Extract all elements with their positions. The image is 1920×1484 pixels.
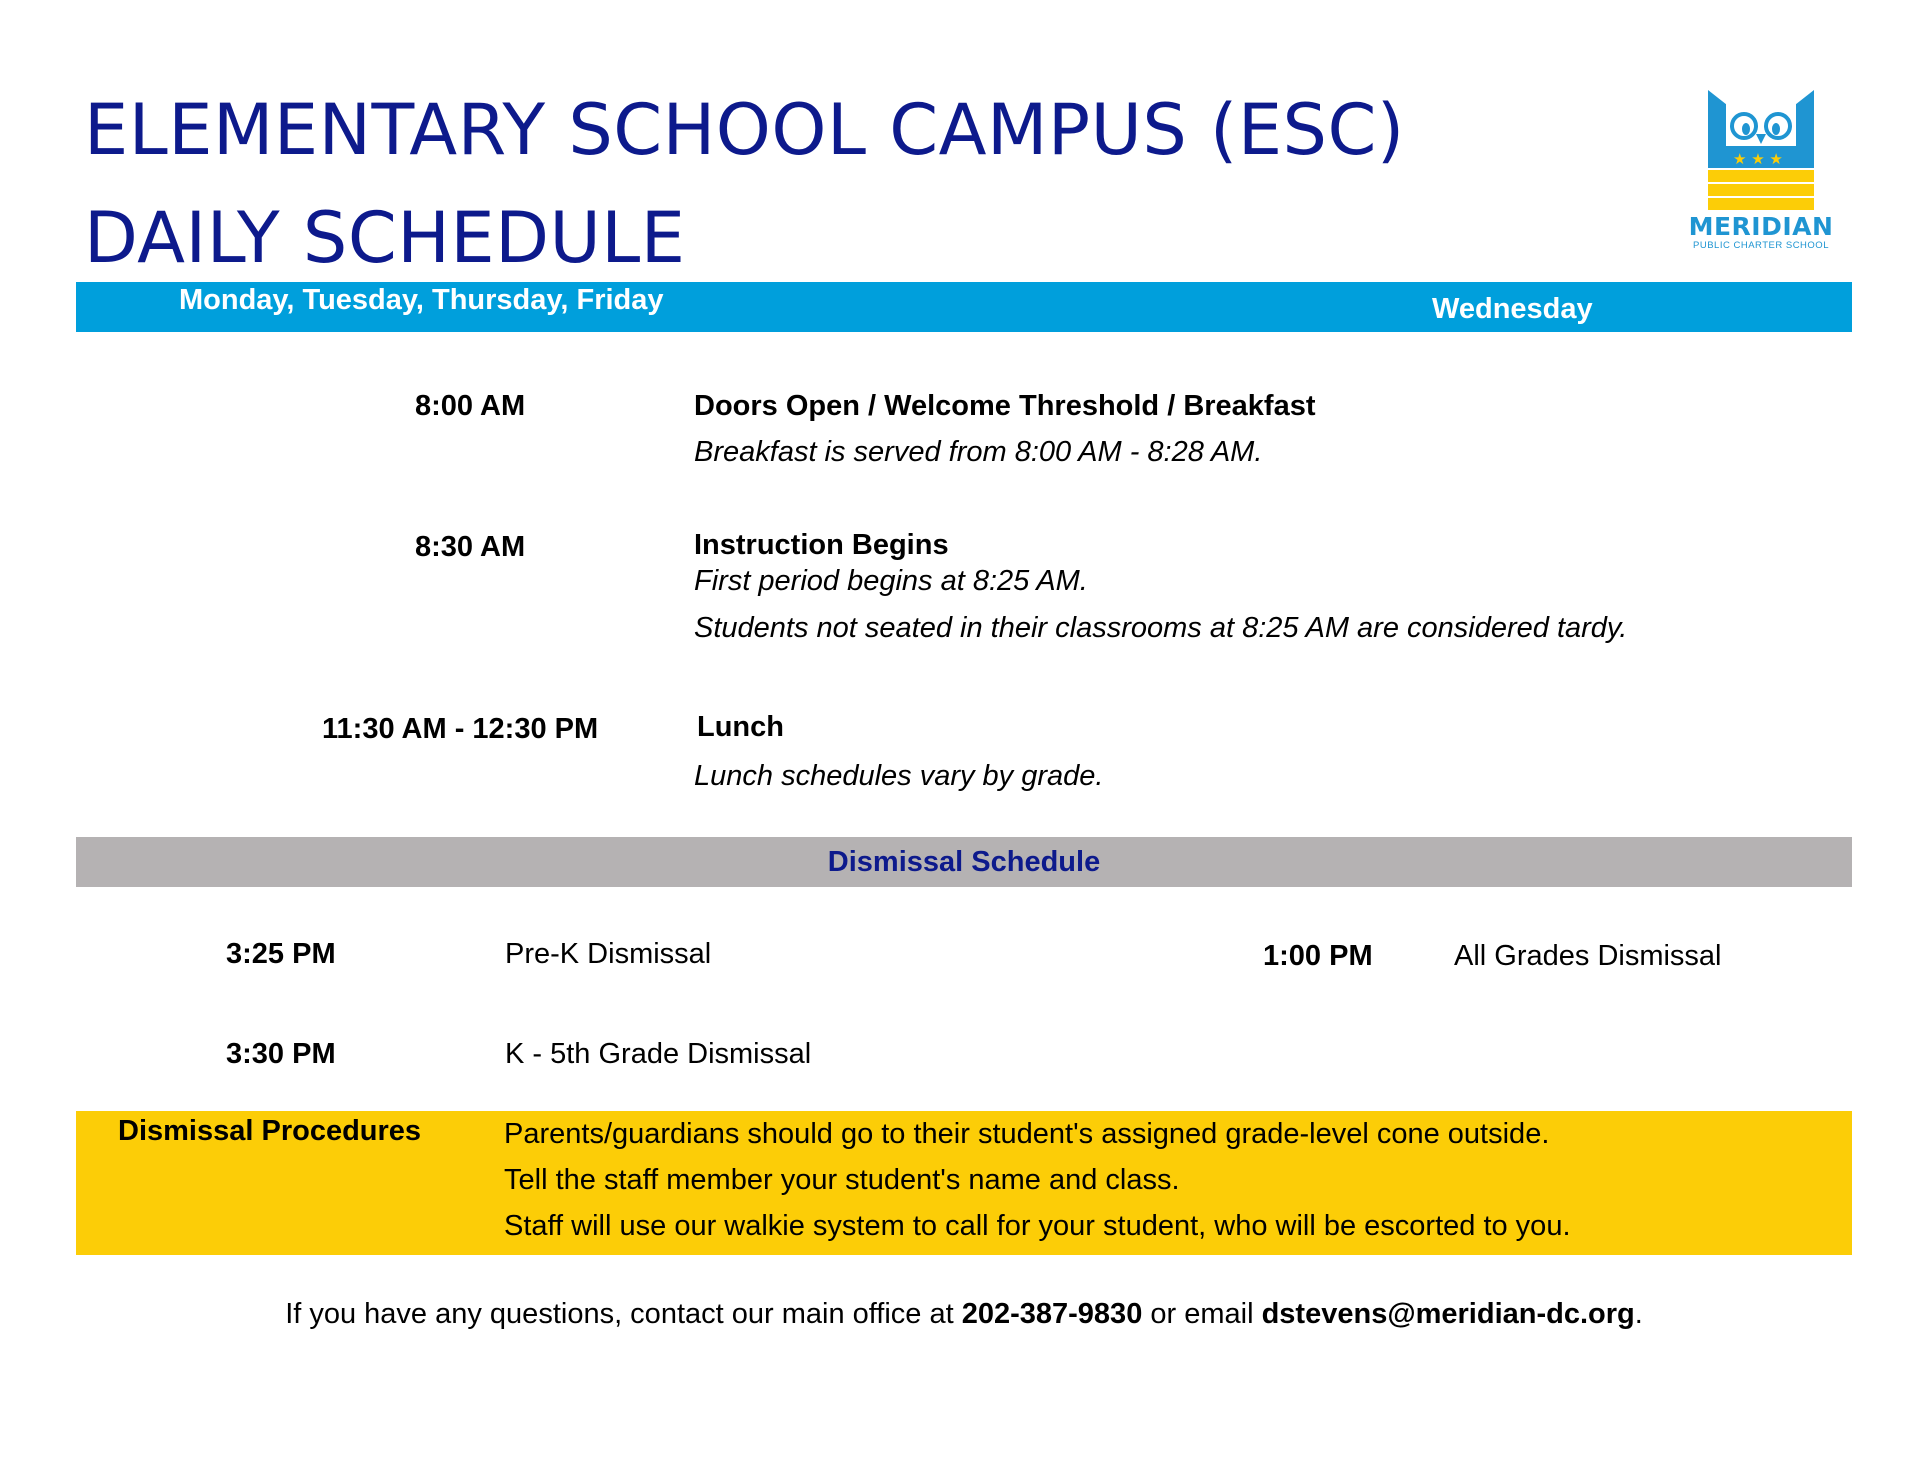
day-header-regular: Monday, Tuesday, Thursday, Friday (179, 284, 664, 316)
dismissal-label-wednesday: All Grades Dismissal (1454, 940, 1722, 972)
footer-text: . (1634, 1298, 1643, 1330)
schedule-time: 11:30 AM - 12:30 PM (322, 713, 599, 745)
title-line-1: ELEMENTARY SCHOOL CAMPUS (ESC) (84, 89, 1405, 171)
dismissal-procedures-box (76, 1111, 1852, 1255)
title-line-2: DAILY SCHEDULE (84, 197, 686, 279)
day-header-wednesday: Wednesday (1432, 293, 1593, 325)
dismissal-heading: Dismissal Schedule (827, 846, 1101, 878)
page-title (84, 76, 1405, 292)
dismissal-time: 3:25 PM (226, 938, 336, 970)
dismissal-label: Pre-K Dismissal (505, 938, 712, 970)
dismissal-label: K - 5th Grade Dismissal (505, 1038, 812, 1070)
footer-text: or email (1142, 1298, 1262, 1330)
meridian-logo (1688, 90, 1834, 251)
procedure-line: Staff will use our walkie system to call for your student, who will be escorted to you. (504, 1210, 1571, 1242)
schedule-notes (694, 558, 1627, 652)
logo-name: MERIDIAN (1688, 212, 1834, 241)
schedule-title: Lunch (697, 711, 784, 743)
schedule-title: Doors Open / Welcome Threshold / Breakfast (694, 390, 1316, 422)
dismissal-time-wednesday: 1:00 PM (1263, 940, 1373, 972)
day-header-bar (76, 282, 1852, 332)
schedule-notes (694, 753, 1103, 800)
footer-text: If you have any questions, contact our main office at (285, 1298, 962, 1330)
owl-icon (1700, 90, 1822, 214)
dismissal-header-bar (76, 837, 1852, 887)
procedure-line: Parents/guardians should go to their student's assigned grade-level cone outside. (504, 1118, 1550, 1150)
schedule-time: 8:00 AM (415, 390, 526, 422)
procedures-label: Dismissal Procedures (118, 1115, 422, 1147)
schedule-note: Lunch schedules vary by grade. (694, 760, 1104, 792)
svg-text:★ ★ ★: ★ ★ ★ (1733, 150, 1783, 168)
procedures-lines (504, 1111, 1571, 1249)
email-address: dstevens@meridian-dc.org (1261, 1298, 1635, 1330)
schedule-time: 8:30 AM (415, 531, 526, 563)
schedule-note: Students not seated in their classrooms at 8:25 AM are considered tardy. (694, 612, 1628, 644)
schedule-note: Breakfast is served from 8:00 AM - 8:28 AM. (694, 436, 1263, 468)
dismissal-time: 3:30 PM (226, 1038, 336, 1070)
logo-subtitle: PUBLIC CHARTER SCHOOL (1693, 240, 1829, 251)
contact-footer (0, 1298, 1920, 1331)
schedule-notes (694, 429, 1262, 476)
schedule-note: First period begins at 8:25 AM. (694, 565, 1088, 597)
phone-number: 202-387-9830 (961, 1298, 1143, 1330)
schedule-title: Instruction Begins (694, 529, 949, 561)
procedure-line: Tell the staff member your student's name and class. (504, 1164, 1180, 1196)
